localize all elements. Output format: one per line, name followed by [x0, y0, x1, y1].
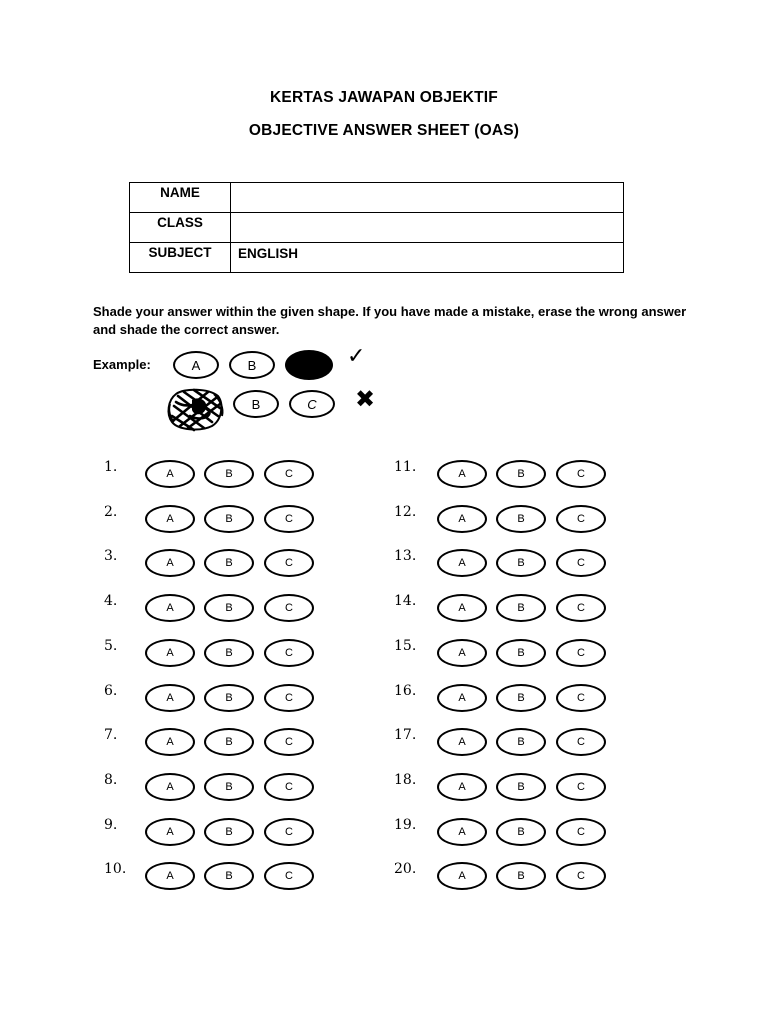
subject-row: [130, 243, 624, 273]
answer-bubble-b[interactable]: B: [496, 460, 546, 488]
instructions: Shade your answer within the given shape. If you have made a mistake, erase the wrong answer and shade the correct answer.: [93, 304, 687, 337]
answer-bubble-b[interactable]: B: [496, 505, 546, 533]
question-number: 15.: [394, 637, 417, 654]
question-number: 17.: [394, 727, 417, 744]
answer-bubble-b[interactable]: B: [496, 862, 546, 890]
answer-bubble-b[interactable]: B: [204, 684, 254, 712]
scribbled-bubble-a: [164, 386, 226, 432]
answer-bubble-c[interactable]: C: [264, 862, 314, 890]
answer-bubble-c[interactable]: C: [264, 639, 314, 667]
answer-bubble-c[interactable]: C: [556, 773, 606, 801]
class-field[interactable]: [231, 213, 624, 243]
question-number: 14.: [394, 593, 417, 610]
answer-bubble-b[interactable]: B: [496, 594, 546, 622]
question-number: 12.: [394, 503, 417, 520]
answer-bubble-a[interactable]: A: [437, 862, 487, 890]
answer-bubble-a[interactable]: A: [437, 773, 487, 801]
answer-bubble-a[interactable]: A: [437, 460, 487, 488]
question-number: 16.: [394, 682, 417, 699]
answer-bubble-c[interactable]: C: [264, 684, 314, 712]
answer-bubble-a[interactable]: A: [145, 728, 195, 756]
answer-bubble-b[interactable]: B: [496, 728, 546, 756]
answer-bubble-a[interactable]: A: [437, 549, 487, 577]
answer-bubble-c[interactable]: C: [264, 818, 314, 846]
answer-bubble-a[interactable]: A: [437, 728, 487, 756]
answer-bubble-a[interactable]: A: [437, 639, 487, 667]
answer-bubble-c[interactable]: C: [556, 594, 606, 622]
answer-bubble-c[interactable]: C: [556, 684, 606, 712]
answer-bubble-b[interactable]: B: [204, 594, 254, 622]
answer-bubble-a[interactable]: A: [145, 594, 195, 622]
name-row: [130, 183, 624, 213]
subject-value: ENGLISH: [231, 243, 624, 273]
answer-bubble-c[interactable]: C: [556, 505, 606, 533]
question-number: 4.: [104, 593, 118, 610]
example-bubble-a: A: [173, 351, 219, 379]
check-icon: ✓: [347, 343, 366, 368]
name-label: NAME: [130, 183, 231, 213]
question-number: 7.: [104, 727, 118, 744]
question-number: 1.: [104, 459, 118, 475]
answer-bubble-c[interactable]: C: [556, 639, 606, 667]
answer-bubble-b[interactable]: B: [496, 818, 546, 846]
answer-bubble-c[interactable]: C: [264, 505, 314, 533]
title-english: OBJECTIVE ANSWER SHEET (OAS): [248, 122, 520, 139]
question-number: 8.: [104, 771, 118, 788]
example-bubble-b: B: [229, 351, 275, 379]
example-label: Example:: [93, 357, 151, 372]
student-info-table: [129, 182, 624, 273]
question-number: 11.: [394, 459, 417, 475]
question-number: 3.: [104, 548, 118, 565]
answer-bubble-c[interactable]: C: [556, 862, 606, 890]
answer-bubble-c[interactable]: C: [264, 773, 314, 801]
answer-bubble-b[interactable]: B: [496, 773, 546, 801]
question-number: 5.: [104, 637, 118, 654]
answer-bubble-b[interactable]: B: [496, 684, 546, 712]
answer-bubble-b[interactable]: B: [204, 639, 254, 667]
answer-bubble-b[interactable]: B: [204, 460, 254, 488]
answer-bubble-c[interactable]: C: [556, 818, 606, 846]
example-bubble-c-shaded: C: [285, 350, 333, 380]
answer-bubble-b[interactable]: B: [204, 549, 254, 577]
answer-bubble-a[interactable]: A: [145, 862, 195, 890]
example-wrong-bubble-c: C: [289, 390, 335, 418]
answer-bubble-b[interactable]: B: [204, 862, 254, 890]
cross-icon: ✖: [355, 386, 376, 413]
subject-label: SUBJECT: [130, 243, 231, 273]
answer-bubble-b[interactable]: B: [204, 818, 254, 846]
answer-bubble-b[interactable]: B: [204, 505, 254, 533]
answer-bubble-c[interactable]: C: [264, 549, 314, 577]
answer-bubble-c[interactable]: C: [556, 728, 606, 756]
question-number: 20.: [394, 861, 417, 878]
answer-bubble-a[interactable]: A: [437, 818, 487, 846]
answer-bubble-b[interactable]: B: [496, 549, 546, 577]
answer-bubble-a[interactable]: A: [145, 684, 195, 712]
question-number: 2.: [104, 503, 118, 520]
answer-bubble-b[interactable]: B: [204, 728, 254, 756]
answer-bubble-a[interactable]: A: [145, 460, 195, 488]
question-number: 19.: [394, 816, 417, 833]
name-field[interactable]: [231, 183, 624, 213]
answer-bubble-a[interactable]: A: [145, 505, 195, 533]
question-number: 18.: [394, 771, 417, 788]
answer-bubble-c[interactable]: C: [264, 594, 314, 622]
answer-bubble-a[interactable]: A: [145, 639, 195, 667]
question-number: 9.: [104, 816, 118, 833]
answer-bubble-b[interactable]: B: [204, 773, 254, 801]
answer-bubble-a[interactable]: A: [145, 773, 195, 801]
answer-bubble-c[interactable]: C: [264, 460, 314, 488]
question-number: 10.: [104, 861, 127, 878]
question-number: 6.: [104, 682, 118, 699]
example-wrong-bubble-b: B: [233, 390, 279, 418]
answer-bubble-c[interactable]: C: [556, 549, 606, 577]
answer-bubble-a[interactable]: A: [437, 594, 487, 622]
answer-bubble-a[interactable]: A: [437, 505, 487, 533]
answer-bubble-a[interactable]: A: [437, 684, 487, 712]
class-label: CLASS: [130, 213, 231, 243]
title-malay: KERTAS JAWAPAN OBJEKTIF: [270, 89, 498, 106]
question-number: 13.: [394, 548, 417, 565]
answer-bubble-a[interactable]: A: [145, 818, 195, 846]
answer-bubble-b[interactable]: B: [496, 639, 546, 667]
answer-bubble-c[interactable]: C: [556, 460, 606, 488]
class-row: [130, 213, 624, 243]
answer-bubble-c[interactable]: C: [264, 728, 314, 756]
answer-bubble-a[interactable]: A: [145, 549, 195, 577]
